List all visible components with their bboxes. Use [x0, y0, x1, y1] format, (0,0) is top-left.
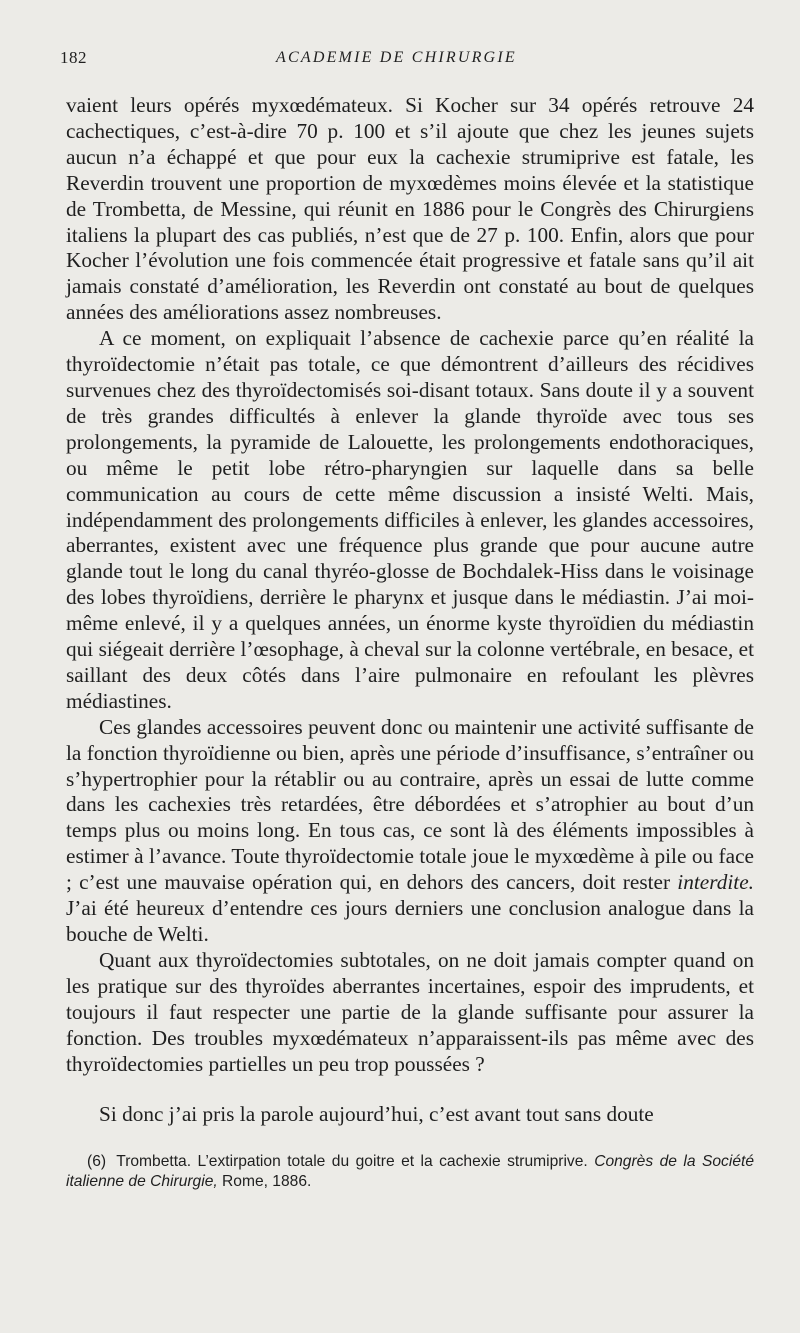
paragraph-continuation: vaient leurs opérés myxœdémateux. Si Kocher sur 34 opérés retrouve 24 cachectiques, c’est-à-dire 70 p. 100 et s’il ajoute que chez les jeunes sujets aucun n’a échappé et que pour eux la cachexie strumiprive est fatale, les Reverdin trouvent une proportion de myxœdèmes moins élevée et la statistique de Trombetta, de Messine, qui réunit en 1886 pour le Congrès des Chirurgiens italiens la plupart des cas publiés, n’est que de 27 p. 100. Enfin, alors que pour Kocher l’évolution une fois commencée était progressive et fatale sans qu’il ait jamais constaté d’amélioration, les Reverdin ont constaté au bout de quelques années des améliorations assez nombreuses.	[66, 93, 754, 325]
article-body	[66, 93, 754, 1128]
running-title: ACADEMIE DE CHIRURGIE	[276, 49, 517, 66]
footnote-source: Congrès de la Société italienne de Chirurgie,	[66, 1153, 754, 1191]
running-header	[60, 44, 754, 72]
emphasized-word: interdite.	[677, 870, 754, 895]
paragraph-subtotal-thyroidectomies: Quant aux thyroïdectomies subtotales, on ne doit jamais compter quand on les pratique sur des thyroïdes aberrantes incertaines, espoir des imprudents, et toujours il faut respecter une partie de la glande suffisante pour assurer la fonction. Des troubles myxœdémateux n’apparaissent-ils pas même avec des thyroïdectomies partielles un peu trop poussées ?	[66, 947, 754, 1076]
paragraph-accessory-glands-ending: J’ai été heureux d’entendre ces jours derniers une conclusion analogue dans la bouche de Welti.	[66, 896, 754, 946]
paragraph-conclusion-start: Si donc j’ai pris la parole aujourd’hui, c’est avant tout sans doute	[99, 1102, 654, 1127]
footnote-place-year: Rome, 1886.	[222, 1173, 312, 1191]
paragraph-cachexia-explanation: A ce moment, on expliquait l’absence de cachexie parce qu’en réalité la thyroïdectomie n’était pas totale, ce que démontrent d’ailleurs des récidives survenues chez des thyroïdectomisés soi-disant totaux. Sans doute il y a souvent de très grandes difficultés à enlever la glande thyroïde avec tous ses prolongements, la pyramide de Lalouette, les prolongements endothoraciques, ou même le petit lobe rétro-pharyngien sur laquelle dans sa belle communication au cours de cette même discussion a insisté Welti. Mais, indépendamment des prolongements difficiles à enlever, les glandes accessoires, aberrantes, existent avec une fréquence plus grande que pour aucune autre glande tout le long du canal thyréo-glosse de Bochdalek-Hiss dans le voisinage des lobes thyroïdiens, derrière le pharynx et jusque dans le médiastin. J’ai moi-même enlevé, il y a quelques années, un énorme kyste thyroïdien du médiastin qui siégeait derrière l’œsophage, à cheval sur la colonne vertébrale, en besace, et saillant des deux côtés dans l’aire pulmonaire en refoulant les plèvres médiastines.	[66, 326, 754, 713]
footnote-marker: (6)	[87, 1153, 107, 1171]
page-number: 182	[60, 48, 87, 67]
footnote	[66, 1152, 754, 1192]
paragraph-accessory-glands	[66, 715, 754, 948]
paragraph-accessory-glands-text: Ces glandes accessoires peuvent donc ou maintenir une activité suffisante de la fonction thyroïdienne ou bien, après une période d’insuffisance, s’entraîner ou s’hypertrophier pour la rétablir ou au contraire, après un essai de lutte comme dans les cachexies très retardées, être débordées et s’atrophier au bout d’un temps plus ou moins long. En tous cas, ce sont là des éléments impossibles à estimer à l’avance. Toute thyroïdectomie totale joue le myxœdème à pile ou face ; c’est une mauvaise opération qui, en dehors des cancers, doit rester	[66, 714, 754, 895]
footnote-text: Trombetta. L’extirpation totale du goitre et la cachexie strumiprive.	[116, 1153, 588, 1171]
